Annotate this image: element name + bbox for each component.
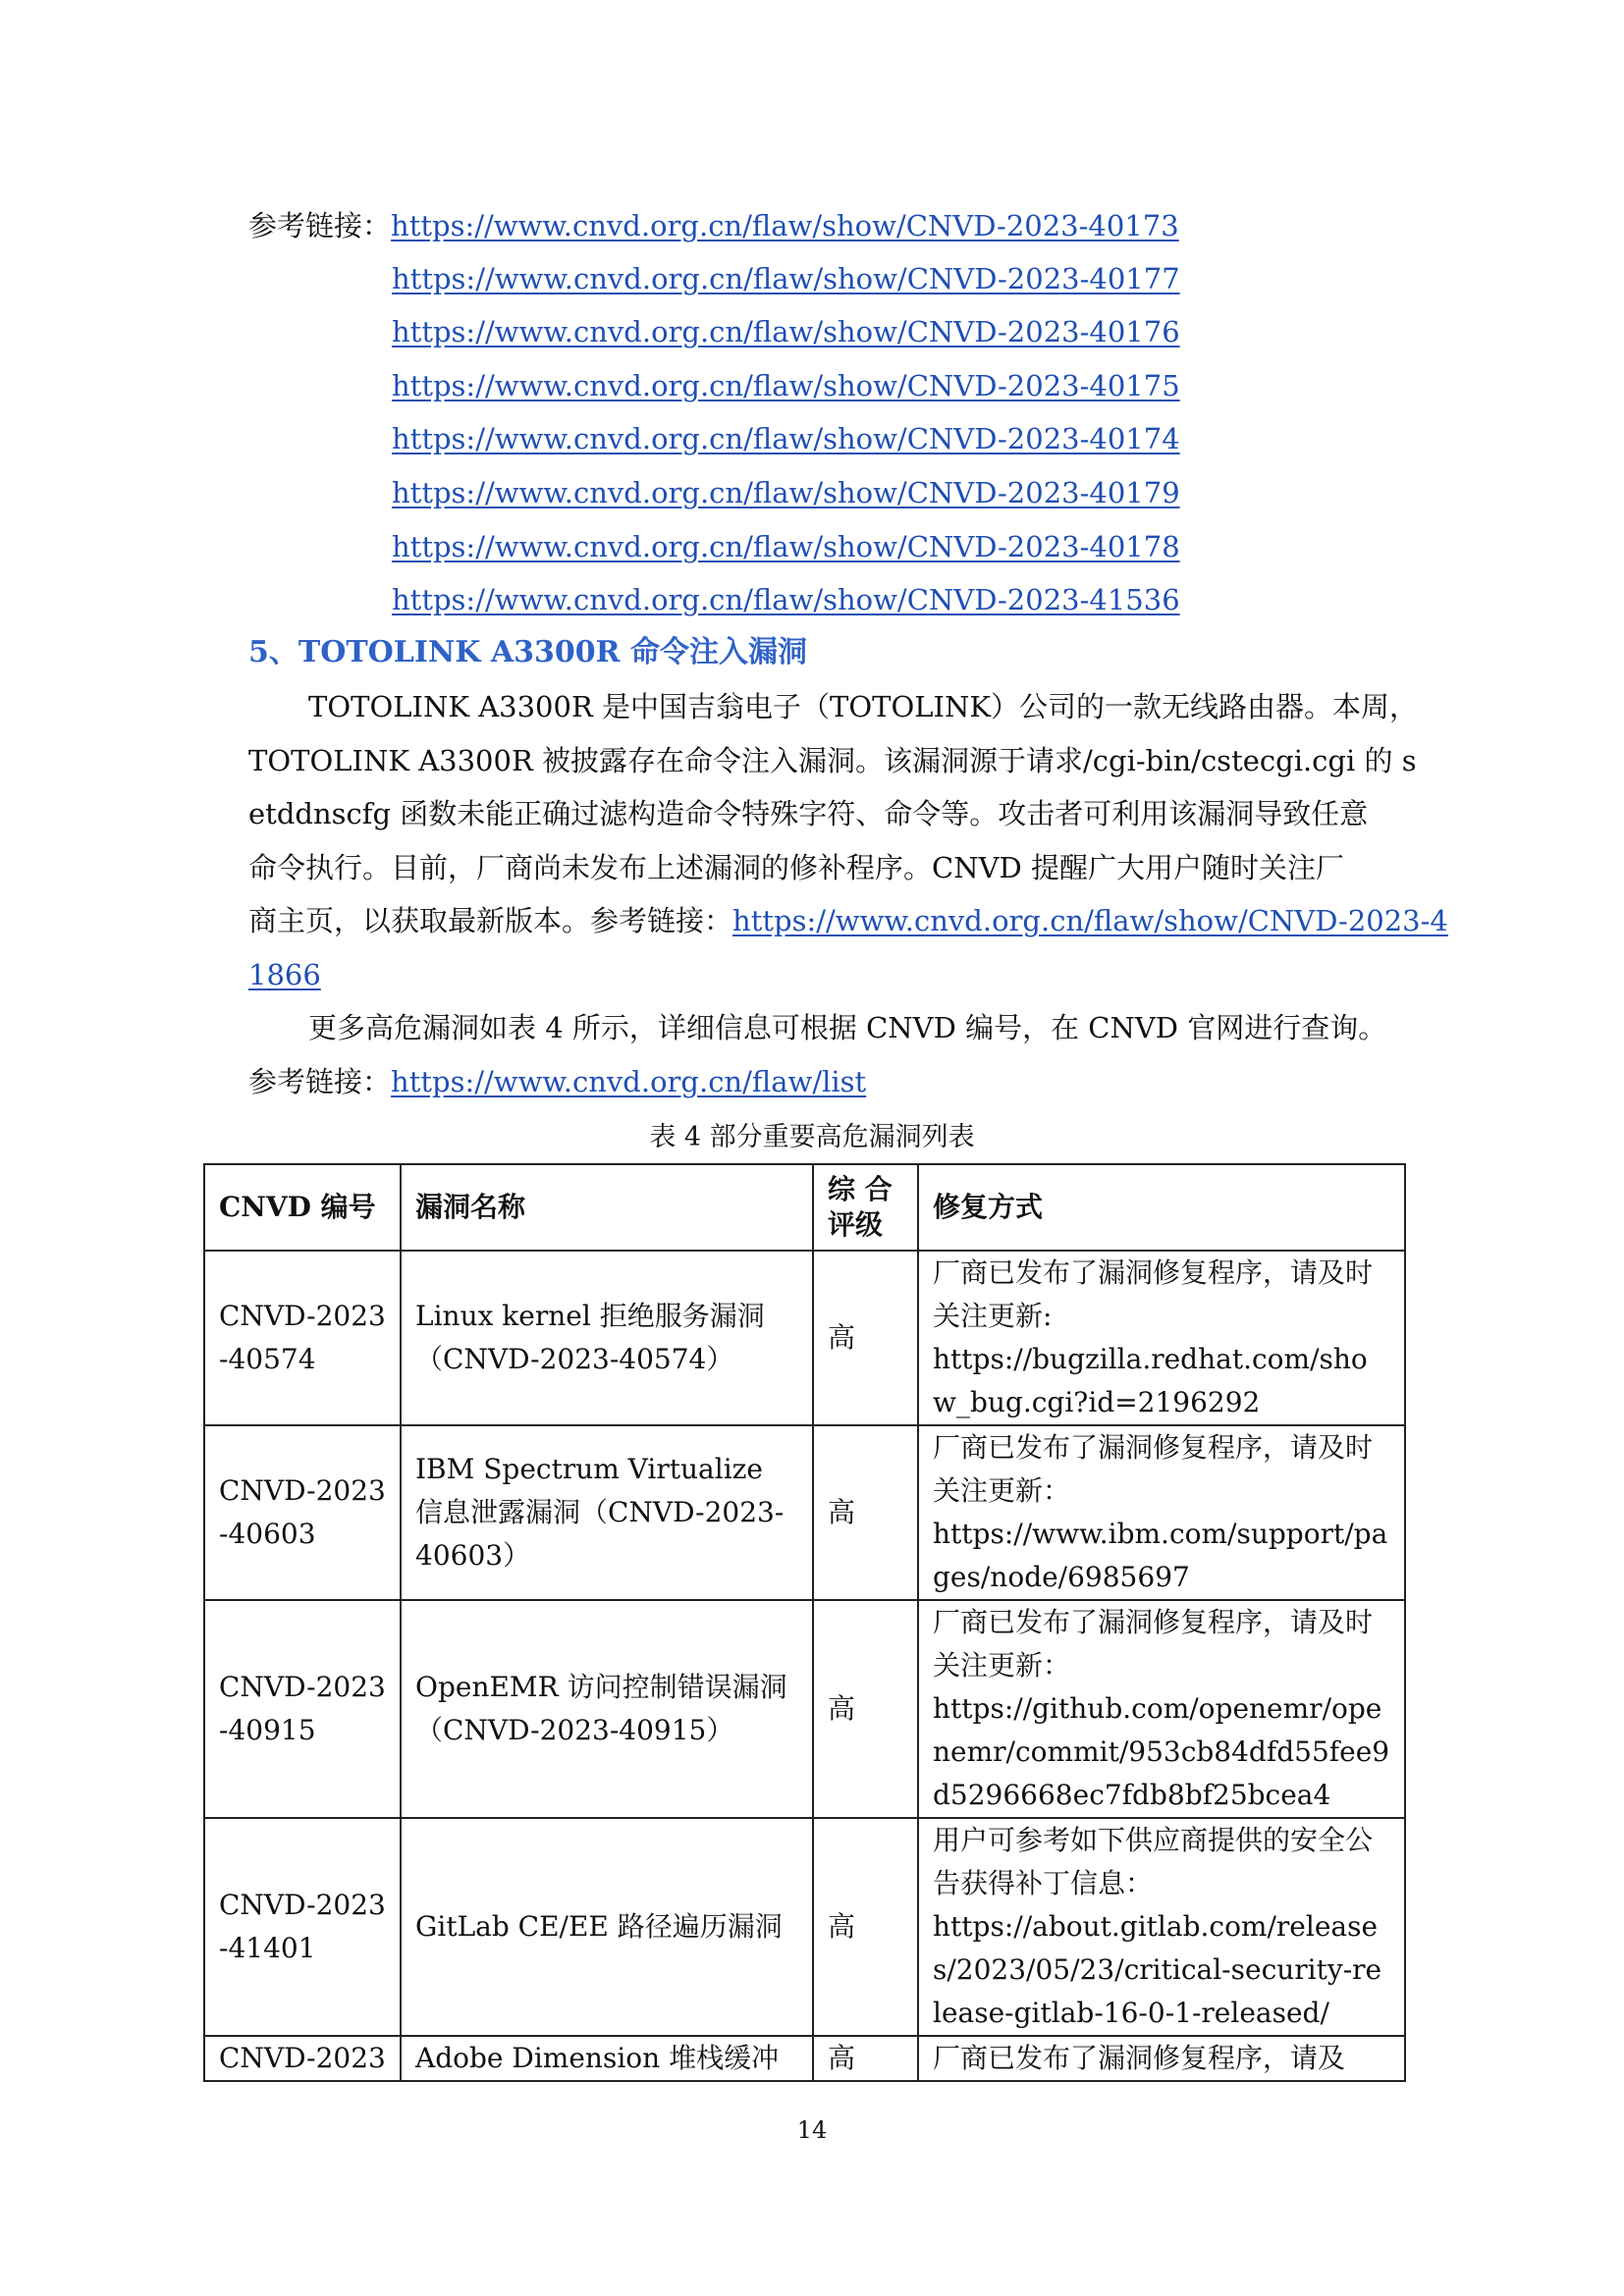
header-fix: 修复方式 [918,1164,1405,1251]
cell-rating: 高 [813,1818,918,2036]
fix-url: https://www.ibm.com/support/pages/node/6985697 [933,1518,1388,1593]
fix-text: 厂商已发布了漏洞修复程序，请及时关注更新： [933,1606,1374,1682]
vulnerability-table [203,1163,1406,2082]
cell-cnvd-id: CNVD-2023 [204,2036,401,2081]
more-ref-line [248,1062,866,1101]
ref-line-4 [392,366,1180,405]
section-ref-link-continued[interactable]: 1866 [248,958,321,991]
more-ref-link[interactable]: https://www.cnvd.org.cn/flaw/list [391,1065,867,1098]
ref-link[interactable]: https://www.cnvd.org.cn/flaw/show/CNVD-2023-40176 [392,315,1180,348]
page-number: 14 [796,2116,828,2144]
ref-line-3 [392,312,1180,351]
ref-link[interactable]: https://www.cnvd.org.cn/flaw/show/CNVD-2023-40175 [392,369,1180,402]
paragraph-line: etddnscfg 函数未能正确过滤构造命令特殊字符、命令等。攻击者可利用该漏洞导致任意 [248,797,1369,830]
table-header-row [204,1164,1405,1251]
cell-rating: 高 [813,1600,918,1818]
cell-vuln-name: Linux kernel 拒绝服务漏洞（CNVD-2023-40574） [401,1251,813,1425]
fix-url: https://about.gitlab.com/releases/2023/05/23/critical-security-release-gitlab-16-0-1-released/ [933,1910,1382,2029]
section-ref-link[interactable]: https://www.cnvd.org.cn/flaw/show/CNVD-2023-4 [732,904,1448,937]
paragraph-line: TOTOLINK A3300R 被披露存在命令注入漏洞。该漏洞源于请求/cgi-bin/cstecgi.cgi 的 s [248,744,1417,777]
header-vuln-name: 漏洞名称 [401,1164,813,1251]
cell-fix [918,1818,1405,2036]
cell-fix [918,1425,1405,1600]
more-ref-label: 参考链接： [248,1065,392,1098]
cell-fix [918,2036,1405,2081]
paragraph-line [248,955,321,994]
ref-link[interactable]: https://www.cnvd.org.cn/flaw/show/CNVD-2023-40179 [392,476,1180,509]
fix-url: https://bugzilla.redhat.com/show_bug.cgi?id=2196292 [933,1343,1368,1418]
ref-line-1 [248,206,1179,245]
paragraph-line-with-link [248,901,1448,940]
cell-cnvd-id: CNVD-2023-40603 [204,1425,401,1600]
table-row [204,1600,1405,1818]
fix-text: 厂商已发布了漏洞修复程序，请及时关注更新: [933,1256,1374,1332]
ref-line-2 [392,259,1180,298]
ref-line-6 [392,473,1180,512]
paragraph-text: 商主页，以获取最新版本。参考链接： [248,904,733,937]
cell-rating: 高 [813,1251,918,1425]
cell-cnvd-id: CNVD-2023-40915 [204,1600,401,1818]
cell-fix [918,1251,1405,1425]
cell-rating: 高 [813,2036,918,2081]
cell-vuln-name: GitLab CE/EE 路径遍历漏洞 [401,1818,813,2036]
fix-text: 用户可参考如下供应商提供的安全公告获得补丁信息： [933,1824,1374,1899]
ref-link[interactable]: https://www.cnvd.org.cn/flaw/show/CNVD-2023-41536 [392,583,1180,616]
cell-rating: 高 [813,1425,918,1600]
header-cnvd-id: CNVD 编号 [204,1164,401,1251]
cell-vuln-name: IBM Spectrum Virtualize 信息泄露漏洞（CNVD-2023-40603） [401,1425,813,1600]
cell-vuln-name: OpenEMR 访问控制错误漏洞（CNVD-2023-40915） [401,1600,813,1818]
cell-fix [918,1600,1405,1818]
cell-cnvd-id: CNVD-2023-40574 [204,1251,401,1425]
ref-link[interactable]: https://www.cnvd.org.cn/flaw/show/CNVD-2023-40178 [392,530,1180,563]
fix-text: 厂商已发布了漏洞修复程序，请及 [933,2042,1346,2074]
table-caption: 表 4 部分重要高危漏洞列表 [649,1122,975,1152]
ref-link[interactable]: https://www.cnvd.org.cn/flaw/show/CNVD-2023-40174 [392,422,1180,455]
header-rating: 综 合 评级 [813,1164,918,1251]
ref-label: 参考链接： [248,209,392,242]
cell-vuln-name: Adobe Dimension 堆栈缓冲 [401,2036,813,2081]
ref-link[interactable]: https://www.cnvd.org.cn/flaw/show/CNVD-2023-40173 [391,209,1179,242]
table-row [204,2036,1405,2081]
cell-cnvd-id: CNVD-2023-41401 [204,1818,401,2036]
fix-url: https://github.com/openemr/openemr/commit/953cb84dfd55fee9d5296668ec7fdb8bf25bcea4 [933,1692,1390,1811]
fix-text: 厂商已发布了漏洞修复程序，请及时关注更新： [933,1431,1374,1507]
section-heading: 5、TOTOLINK A3300R 命令注入漏洞 [248,635,808,669]
ref-link[interactable]: https://www.cnvd.org.cn/flaw/show/CNVD-2023-40177 [392,262,1180,295]
table-row [204,1251,1405,1425]
paragraph-line: TOTOLINK A3300R 是中国吉翁电子（TOTOLINK）公司的一款无线路由器。本周， [308,690,1418,723]
ref-line-5 [392,419,1180,458]
paragraph-line: 命令执行。目前，厂商尚未发布上述漏洞的修补程序。CNVD 提醒广大用户随时关注厂 [248,851,1344,884]
table-row [204,1425,1405,1600]
table-row [204,1818,1405,2036]
ref-line-8 [392,580,1180,619]
more-info-text: 更多高危漏洞如表 4 所示，详细信息可根据 CNVD 编号，在 CNVD 官网进行查询。 [308,1011,1387,1044]
ref-line-7 [392,527,1180,566]
